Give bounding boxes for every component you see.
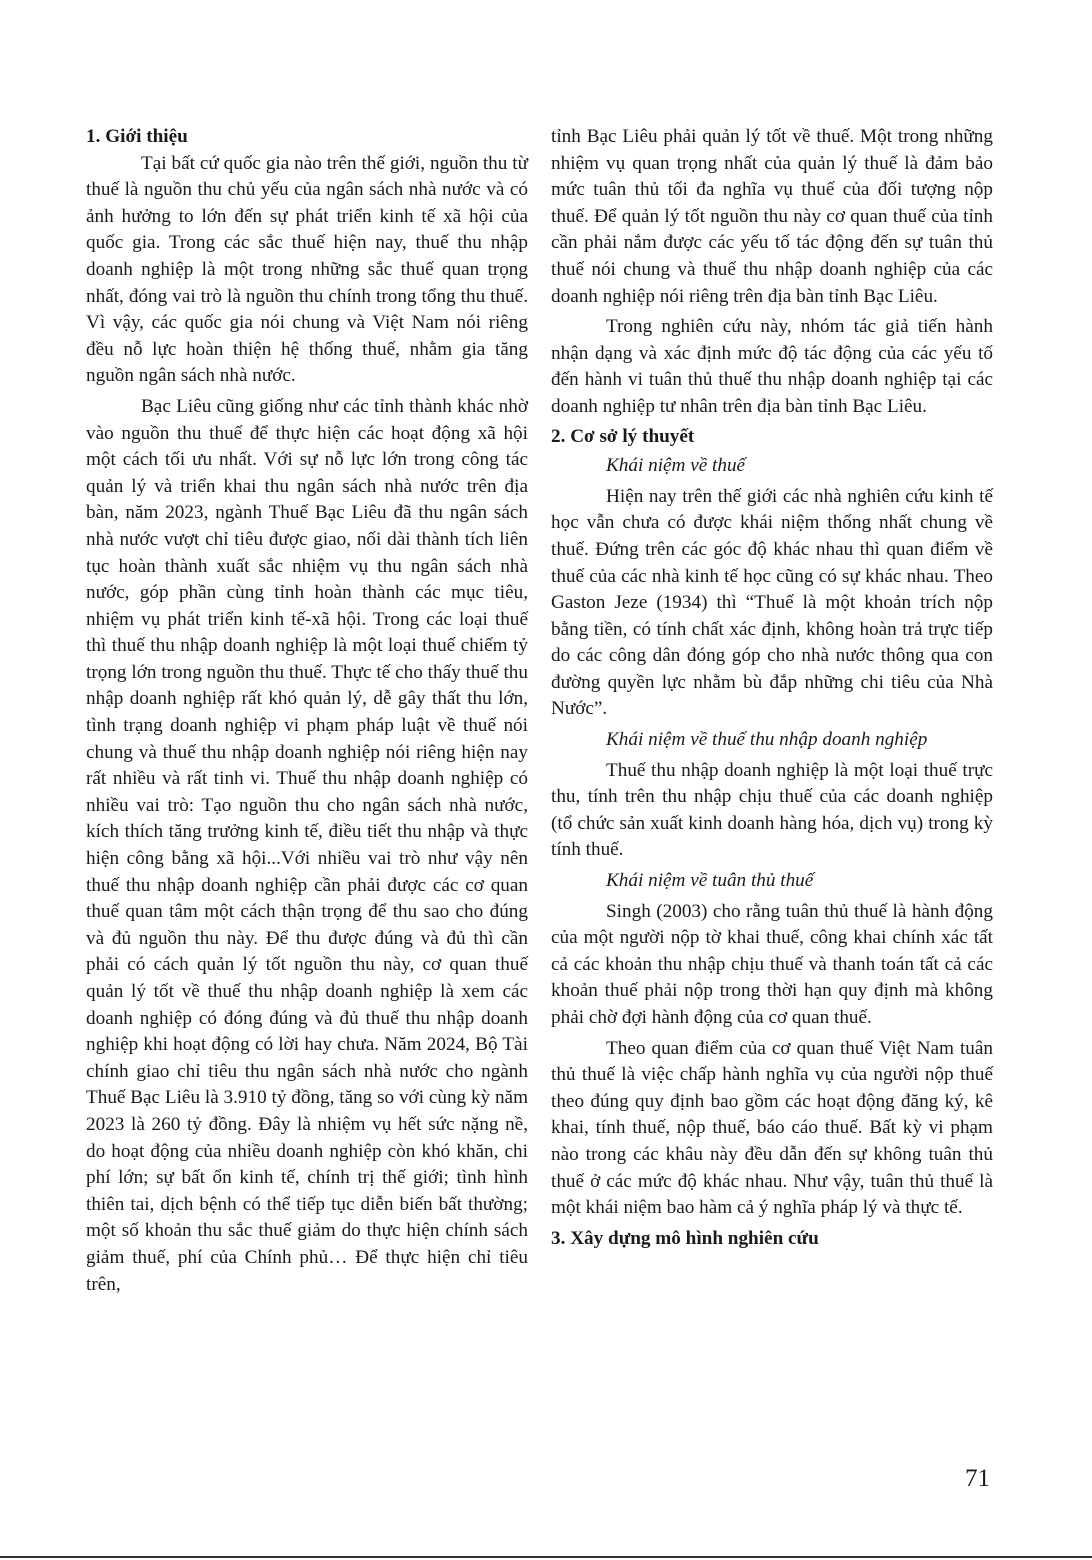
body-paragraph: Singh (2003) cho rằng tuân thủ thuế là hành động của một người nộp tờ khai thuế, công khai chính xác tất cả các khoản thu nhập chịu thuế và thanh toán tất cả các khoản thuế phải nộp trong thời hạn quy định mà không phải chờ đợi hành động của cơ quan thuế. xyxy=(551,900,993,1028)
bottom-rule xyxy=(0,1556,1092,1558)
left-column xyxy=(86,124,528,1298)
body-paragraph: Tại bất cứ quốc gia nào trên thế giới, nguồn thu từ thuế là nguồn thu chủ yếu của ngân sách nhà nước và có ảnh hưởng to lớn đến sự phát triển kinh tế xã hội của quốc gia. Trong các sắc thuế hiện nay, thuế thu nhập doanh nghiệp là một trong những sắc thuế quan trọng nhất, đóng vai trò là nguồn thu chính trong tổng thu thuế. Vì vậy, các quốc gia nói chung và Việt Nam nói riêng đều nỗ lực hoàn thiện hệ thống thuế, nhằm gia tăng nguồn ngân sách nhà nước. xyxy=(86,152,528,387)
section-heading-model: 3. Xây dựng mô hình nghiên cứu xyxy=(551,1227,819,1249)
page-number: 71 xyxy=(965,1465,990,1492)
body-paragraph: Trong nghiên cứu này, nhóm tác giả tiến hành nhận dạng và xác định mức độ tác động của các yếu tố đến hành vi tuân thủ thuế thu nhập doanh nghiệp tại các doanh nghiệp tư nhân trên địa bàn tỉnh Bạc Liêu. xyxy=(551,316,993,417)
continued-paragraph: tỉnh Bạc Liêu phải quản lý tốt về thuế. Một trong những nhiệm vụ quan trọng nhất của quản lý thuế là đảm bảo mức tuân thủ tối đa nghĩa vụ thuế của đối tượng nộp thuế. Để quản lý tốt nguồn thu này cơ quan thuế của tỉnh cần phải nắm được các yếu tố tác động đến sự tuân thủ thuế nói chung và thuế thu nhập doanh nghiệp của các doanh nghiệp nói riêng trên địa bàn tỉnh Bạc Liêu. xyxy=(551,126,993,307)
body-paragraph: Theo quan điểm của cơ quan thuế Việt Nam tuân thủ thuế là việc chấp hành nghĩa vụ của người nộp thuế theo đúng quy định bao gồm các hoạt động đăng ký, kê khai, tính thuế, nộp thuế, báo cáo thuế. Bất kỳ vi phạm nào trong các khâu này đều dẫn đến sự không tuân thủ thuế ở các mức độ khác nhau. Như vậy, tuân thủ thuế là một khái niệm bao hàm cả ý nghĩa pháp lý và thực tế. xyxy=(551,1037,993,1219)
body-paragraph: Bạc Liêu cũng giống như các tỉnh thành khác nhờ vào nguồn thu thuế để thực hiện các hoạt động xã hội một cách tối ưu nhất. Với sự nỗ lực lớn trong công tác quản lý và triển khai thu ngân sách nhà nước trên địa bàn, năm 2023, ngành Thuế Bạc Liêu đã thu ngân sách nhà nước vượt chỉ tiêu được giao, nối dài thành tích liên tục hoàn thành xuất sắc nhiệm vụ thu ngân sách nhà nước, góp phần cùng tỉnh hoàn thành các mục tiêu, nhiệm vụ phát triển kinh tế-xã hội. Trong các loại thuế thì thuế thu nhập doanh nghiệp là một loại thuế chiếm tỷ trọng lớn trong nguồn thu thuế. Thực tế cho thấy thuế thu nhập doanh nghiệp rất khó quản lý, dễ gây thất thu lớn, tình trạng doanh nghiệp vi phạm pháp luật về thuế nói chung và thuế thu nhập doanh nghiệp nói riêng hiện nay rất nhiều và rất tinh vi. Thuế thu nhập doanh nghiệp có nhiều vai trò: Tạo nguồn thu cho ngân sách nhà nước, kích thích tăng trưởng kinh tế, điều tiết thu nhập và thực hiện công bằng xã hội...Với nhiều vai trò như vậy nên thuế thu nhập doanh nghiệp cần phải được các cơ quan thuế quan tâm một cách thận trọng để thu sao cho đúng và đủ nguồn thu này. Để thu được đúng và đủ thì cần phải có cách quản lý tốt nguồn thu này, cơ quan thuế quản lý tốt về thuế thu nhập doanh nghiệp là xem các doanh nghiệp có đóng đúng và đủ thuế thu nhập doanh nghiệp khi hoạt động có lời hay chưa. Năm 2024, Bộ Tài chính giao chỉ tiêu thu ngân sách nhà nước cho ngành Thuế Bạc Liêu là 3.910 tỷ đồng, tăng so với cùng kỳ năm 2023 là 260 tỷ đồng. Đây là nhiệm vụ hết sức nặng nề, do hoạt động của nhiều doanh nghiệp còn khó khăn, chi phí lớn; sự bất ổn kinh tế, chính trị thế giới; tình hình thiên tai, dịch bệnh có thể tiếp tục diễn biến bất thường; một số khoản thu sắc thuế giảm do thực hiện chính sách giảm thuế, phí của Chính phủ… Để thực hiện chỉ tiêu trên, xyxy=(86,395,528,1295)
section-heading-introduction: 1. Giới thiệu xyxy=(86,126,188,147)
right-column xyxy=(551,124,993,1252)
body-paragraph: Thuế thu nhập doanh nghiệp là một loại thuế trực thu, tính trên thu nhập chịu thuế của các doanh nghiệp (tổ chức sản xuất kinh doanh hàng hóa, dịch vụ) trong kỳ tính thuế. xyxy=(551,759,993,861)
section-heading-theory: 2. Cơ sở lý thuyết xyxy=(551,425,695,447)
subheading-compliance-concept: Khái niệm về tuân thủ thuế xyxy=(606,870,814,892)
body-paragraph: Hiện nay trên thế giới các nhà nghiên cứu kinh tế học vẫn chưa có được khái niệm thống nhất chung về thuế. Đứng trên các góc độ khác nhau thì quan điểm về thuế của các nhà kinh tế học cũng có sự khác nhau. Theo Gaston Jeze (1934) thì “Thuế là một khoản trích nộp bằng tiền, có tính chất xác định, không hoàn trả trực tiếp do các công dân đóng góp cho nhà nước thông qua con đường quyền lực nhằm bù đắp những chi tiêu của Nhà Nước”. xyxy=(551,485,993,720)
subheading-cit-concept: Khái niệm về thuế thu nhập doanh nghiệp xyxy=(606,729,928,751)
subheading-tax-concept: Khái niệm về thuế xyxy=(606,455,746,477)
